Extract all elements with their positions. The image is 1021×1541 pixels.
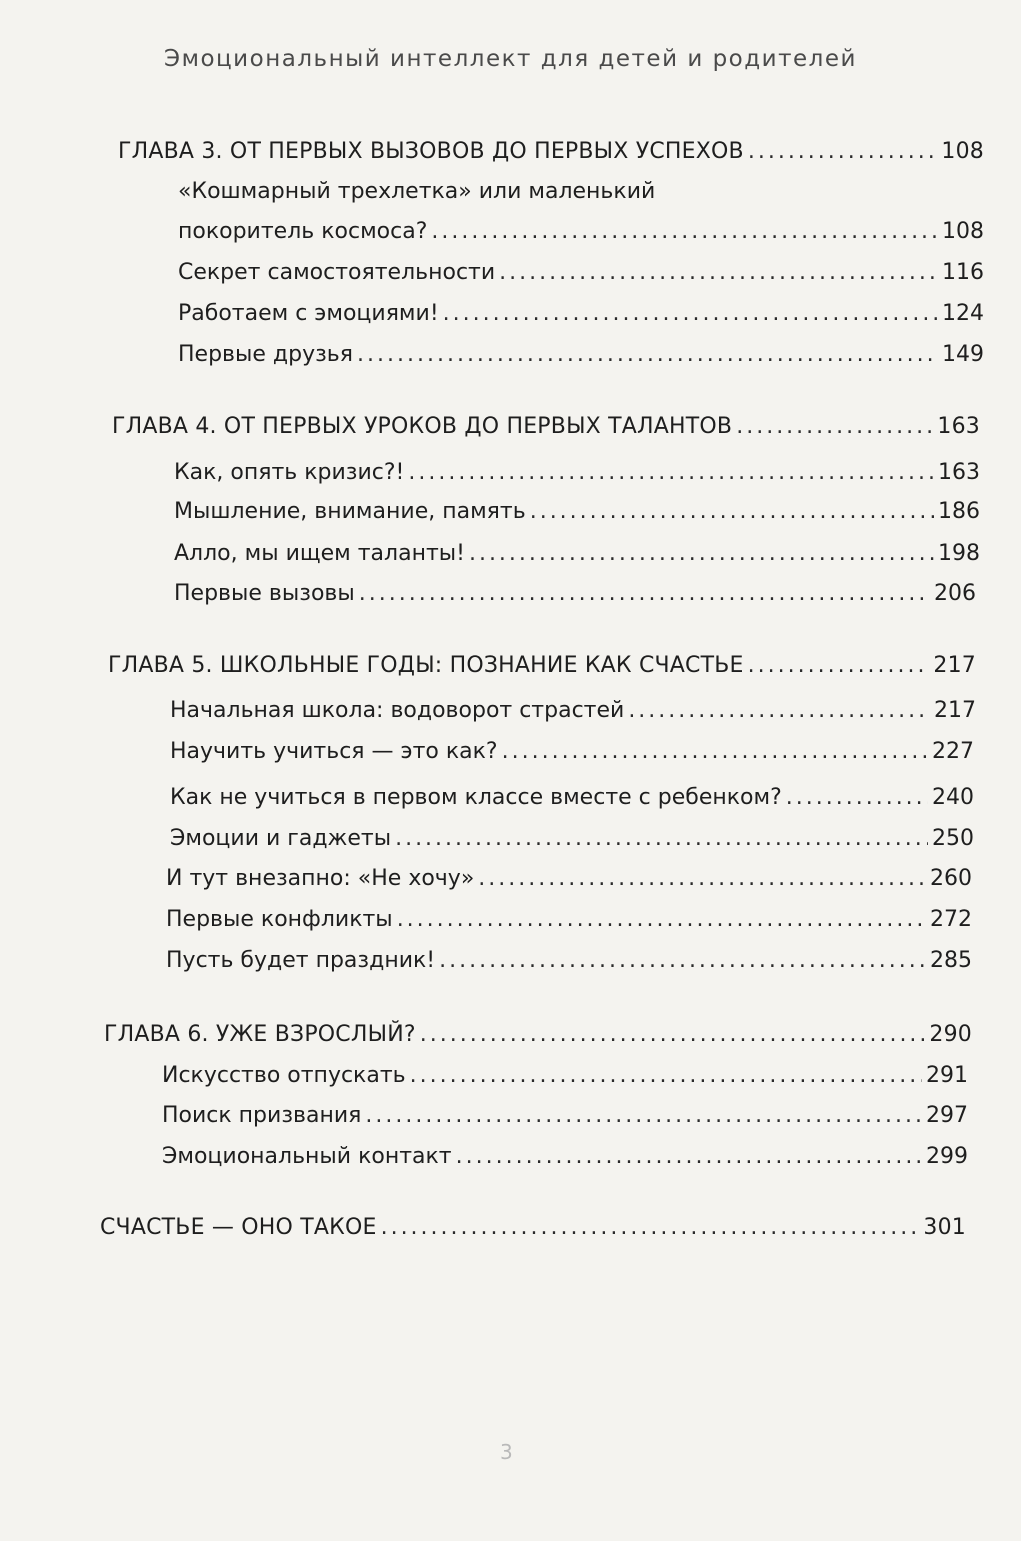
leader-dots bbox=[443, 300, 938, 329]
toc-page: 217 bbox=[934, 698, 976, 723]
toc-title: ГЛАВА 4. ОТ ПЕРВЫХ УРОКОВ ДО ПЕРВЫХ ТАЛАНТОВ bbox=[112, 414, 733, 439]
toc-title: ГЛАВА 5. ШКОЛЬНЫЕ ГОДЫ: ПОЗНАНИЕ КАК СЧАСТЬЕ bbox=[108, 653, 744, 678]
toc-title: Первые вызовы bbox=[174, 581, 355, 606]
toc-title: Искусство отпускать bbox=[162, 1063, 406, 1088]
toc-title: ГЛАВА 6. УЖЕ ВЗРОСЛЫЙ? bbox=[104, 1022, 416, 1047]
toc-title: СЧАСТЬЕ — ОНО ТАКОЕ bbox=[100, 1215, 377, 1240]
toc-title: Поиск призвания bbox=[162, 1103, 362, 1128]
toc-page: 124 bbox=[942, 301, 984, 326]
leader-dots bbox=[395, 825, 928, 854]
toc-page: 149 bbox=[942, 342, 984, 367]
toc-title: Как не учиться в первом классе вместе с ребенком? bbox=[170, 785, 782, 810]
toc-chapter-5 bbox=[108, 652, 976, 681]
toc-section bbox=[170, 697, 976, 726]
toc-section bbox=[162, 1062, 968, 1091]
toc-section bbox=[174, 498, 980, 527]
leader-dots bbox=[408, 459, 934, 488]
toc-page: 250 bbox=[932, 826, 974, 851]
toc-section bbox=[178, 218, 984, 247]
toc-section bbox=[178, 259, 984, 288]
toc-page: 116 bbox=[942, 260, 984, 285]
toc-title: Работаем с эмоциями! bbox=[178, 301, 439, 326]
leader-dots bbox=[420, 1021, 926, 1050]
running-head: Эмоциональный интеллект для детей и родителей bbox=[164, 46, 857, 72]
toc-page: 291 bbox=[926, 1063, 968, 1088]
leader-dots bbox=[628, 697, 930, 726]
leader-dots bbox=[748, 138, 938, 167]
leader-dots bbox=[748, 652, 930, 681]
toc-section bbox=[178, 300, 984, 329]
toc-page: 217 bbox=[933, 653, 976, 678]
toc-page: 108 bbox=[941, 139, 984, 164]
toc-page: 301 bbox=[923, 1215, 966, 1240]
toc-page: 290 bbox=[929, 1022, 972, 1047]
toc-title: Первые конфликты bbox=[166, 907, 393, 932]
leader-dots bbox=[359, 580, 930, 609]
toc-title: Эмоции и гаджеты bbox=[170, 826, 392, 851]
leader-dots bbox=[439, 947, 926, 976]
toc-section bbox=[174, 580, 976, 609]
toc-section bbox=[166, 865, 972, 894]
toc-page: 299 bbox=[926, 1144, 968, 1169]
toc-section bbox=[170, 825, 974, 854]
leader-dots bbox=[786, 784, 928, 813]
leader-dots bbox=[431, 218, 938, 247]
toc-page: 260 bbox=[930, 866, 972, 891]
toc-title: И тут внезапно: «Не хочу» bbox=[166, 866, 475, 891]
toc-title: Секрет самостоятельности bbox=[178, 260, 496, 285]
toc-title: Алло, мы ищем таланты! bbox=[174, 541, 465, 566]
leader-dots bbox=[365, 1102, 922, 1131]
toc-title: Как, опять кризис?! bbox=[174, 460, 405, 485]
toc-page: 186 bbox=[938, 499, 980, 524]
leader-dots bbox=[456, 1143, 922, 1172]
leader-dots bbox=[736, 413, 933, 442]
toc-page: 163 bbox=[937, 414, 980, 439]
toc-section bbox=[166, 906, 972, 935]
toc-chapter-4 bbox=[112, 413, 980, 442]
toc-section bbox=[166, 947, 972, 976]
toc-page: 227 bbox=[932, 739, 974, 764]
toc-page: 240 bbox=[932, 785, 974, 810]
toc-page: 272 bbox=[930, 907, 972, 932]
leader-dots bbox=[410, 1062, 922, 1091]
toc-section bbox=[174, 540, 980, 569]
leader-dots bbox=[357, 341, 938, 370]
toc-section bbox=[170, 738, 974, 767]
toc-section bbox=[162, 1143, 968, 1172]
leader-dots bbox=[397, 906, 926, 935]
toc-page: 163 bbox=[938, 460, 980, 485]
leader-dots bbox=[381, 1214, 920, 1243]
toc-chapter-6 bbox=[104, 1021, 972, 1050]
toc-title: Научить учиться — это как? bbox=[170, 739, 498, 764]
leader-dots bbox=[530, 498, 934, 527]
toc-title: ГЛАВА 3. ОТ ПЕРВЫХ ВЫЗОВОВ ДО ПЕРВЫХ УСПЕХОВ bbox=[118, 139, 744, 164]
toc-section bbox=[178, 341, 984, 370]
leader-dots bbox=[478, 865, 926, 894]
toc-page: 297 bbox=[926, 1103, 968, 1128]
leader-dots bbox=[499, 259, 938, 288]
page-number: 3 bbox=[500, 1440, 513, 1464]
toc-page: 198 bbox=[938, 541, 980, 566]
toc-final-chapter bbox=[100, 1214, 966, 1243]
toc-title: Первые друзья bbox=[178, 342, 354, 367]
toc-page: 206 bbox=[934, 581, 976, 606]
toc-chapter-3 bbox=[118, 138, 984, 167]
leader-dots bbox=[469, 540, 934, 569]
toc-title: Эмоциональный контакт bbox=[162, 1144, 452, 1169]
toc-section-title-first-line: «Кошмарный трехлетка» или маленький bbox=[178, 179, 656, 204]
toc-title: Пусть будет праздник! bbox=[166, 948, 436, 973]
toc-page: 285 bbox=[930, 948, 972, 973]
toc-section bbox=[162, 1102, 968, 1131]
toc-title: Начальная школа: водоворот страстей bbox=[170, 698, 625, 723]
toc-title: покоритель космоса? bbox=[178, 219, 428, 244]
toc-page: 108 bbox=[942, 219, 984, 244]
toc-section bbox=[174, 459, 980, 488]
toc-title: Мышление, внимание, память bbox=[174, 499, 526, 524]
toc-section bbox=[170, 784, 974, 813]
leader-dots bbox=[502, 738, 928, 767]
